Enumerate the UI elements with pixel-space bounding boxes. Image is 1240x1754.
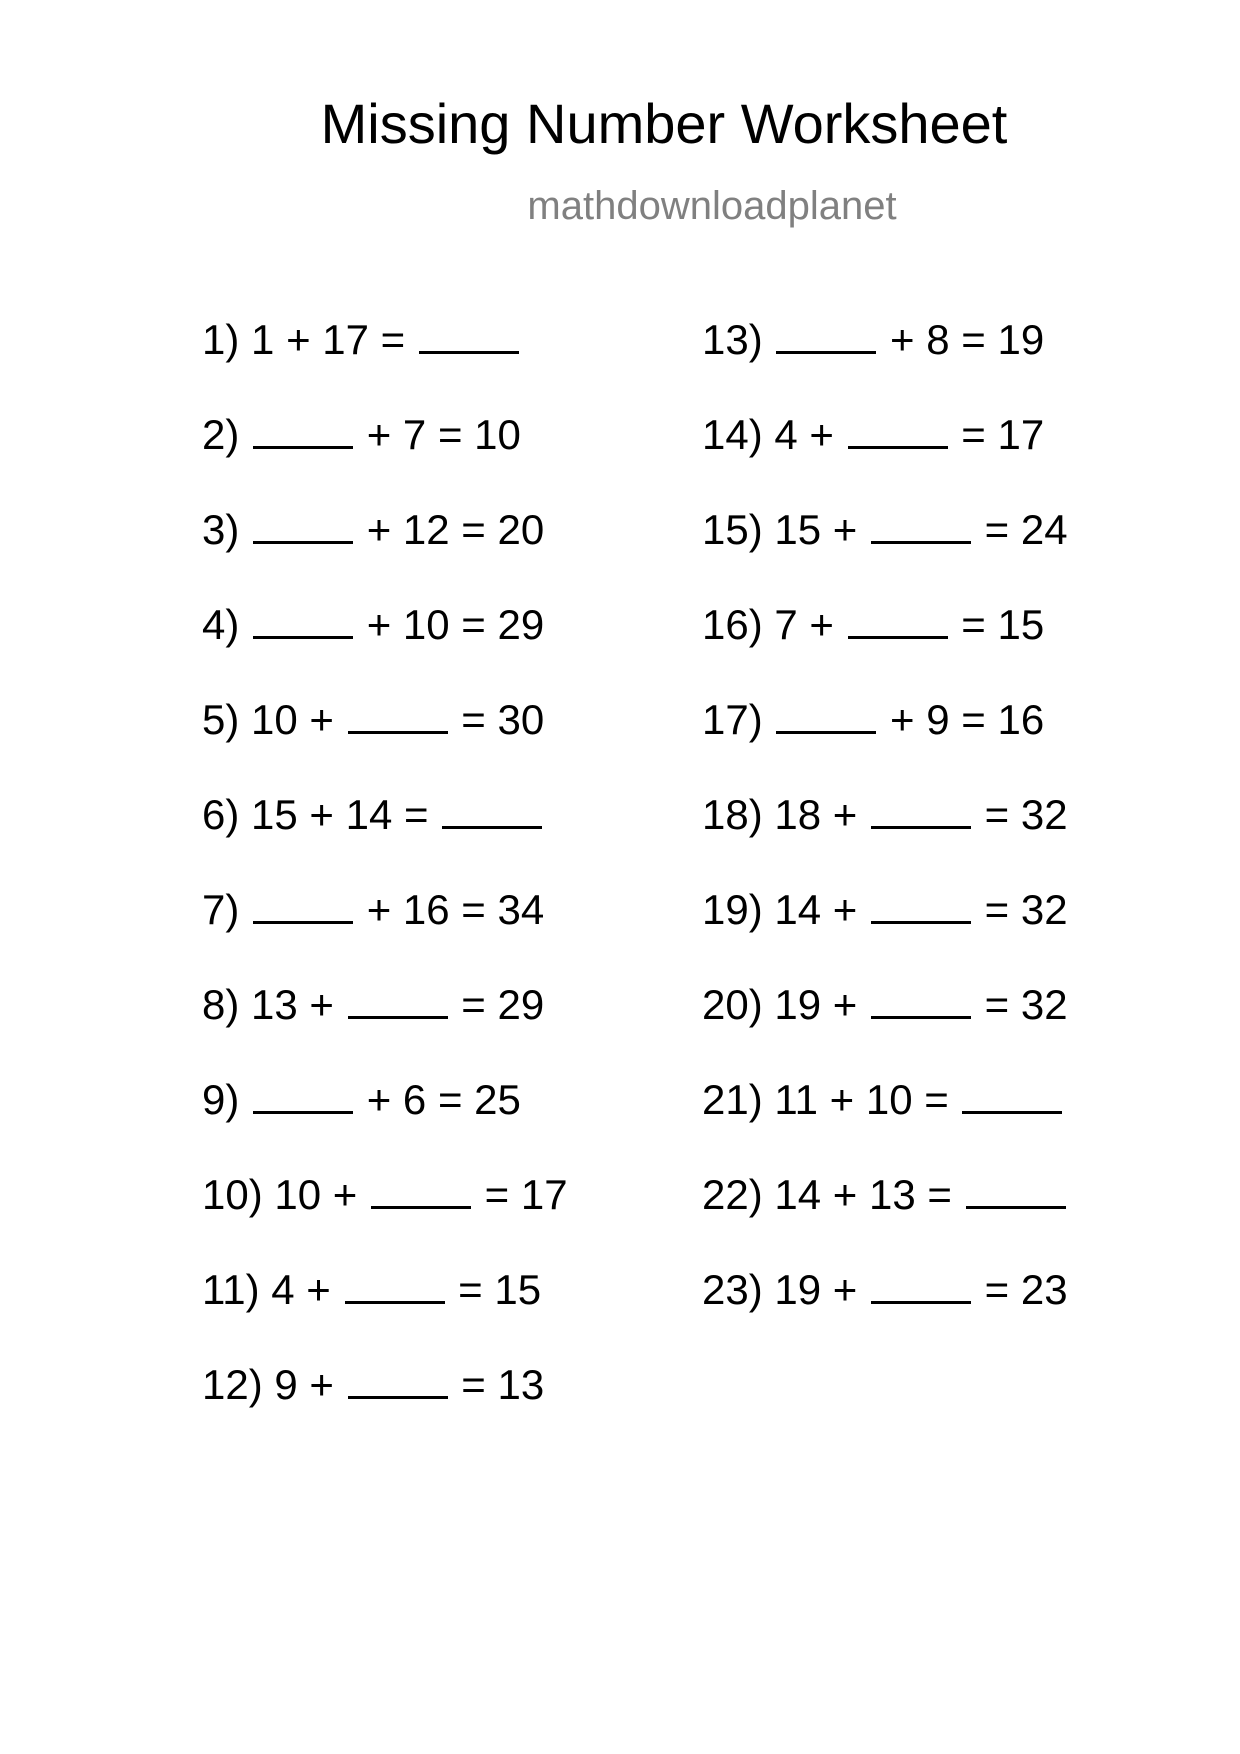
equals-operator: = xyxy=(404,791,429,838)
operand: 32 xyxy=(1020,886,1068,933)
equals-operator: = xyxy=(984,791,1010,838)
operand: 19 xyxy=(774,981,822,1028)
problem-row xyxy=(202,411,568,506)
problem-number: 13) xyxy=(702,316,763,363)
equals-operator: = xyxy=(461,506,486,553)
problem-row xyxy=(702,1076,1068,1171)
equals-operator: = xyxy=(458,1266,483,1313)
answer-blank[interactable] xyxy=(348,1366,448,1399)
plus-operator: + xyxy=(832,1171,858,1218)
plus-operator: + xyxy=(306,1266,331,1313)
plus-operator: + xyxy=(286,316,311,363)
answer-blank[interactable] xyxy=(966,1176,1066,1209)
problem-number: 9) xyxy=(202,1076,240,1123)
problem-row xyxy=(202,1266,568,1361)
answer-blank[interactable] xyxy=(871,511,971,544)
problem-row xyxy=(702,506,1068,601)
operand: 10 xyxy=(865,1076,913,1123)
answer-blank[interactable] xyxy=(371,1176,471,1209)
operand: 4 xyxy=(774,411,798,458)
answer-blank[interactable] xyxy=(253,416,353,449)
equals-operator: = xyxy=(984,1266,1010,1313)
answer-blank[interactable] xyxy=(253,511,353,544)
problem-row xyxy=(202,1361,568,1456)
operand: 16 xyxy=(997,696,1045,743)
problem-number: 19) xyxy=(702,886,763,933)
operand: 7 xyxy=(774,601,798,648)
plus-operator: + xyxy=(366,506,392,553)
equals-operator: = xyxy=(484,1171,510,1218)
plus-operator: + xyxy=(809,411,834,458)
plus-operator: + xyxy=(832,506,858,553)
equals-operator: = xyxy=(437,1076,463,1123)
answer-blank[interactable] xyxy=(776,321,876,354)
operand: 29 xyxy=(497,981,545,1028)
equals-operator: = xyxy=(924,1076,949,1123)
operand: 14 xyxy=(774,1171,822,1218)
problem-number: 16) xyxy=(702,601,763,648)
operand: 18 xyxy=(774,791,822,838)
plus-operator: + xyxy=(832,886,858,933)
operand: 10 xyxy=(402,601,450,648)
problem-row xyxy=(702,696,1068,791)
worksheet-title: Missing Number Worksheet xyxy=(320,92,1008,155)
operand: 6 xyxy=(402,1076,427,1123)
answer-blank[interactable] xyxy=(776,701,876,734)
equals-operator: = xyxy=(984,981,1010,1028)
equals-operator: = xyxy=(927,1171,952,1218)
problem-number: 22) xyxy=(702,1171,763,1218)
operand: 1 xyxy=(251,316,275,363)
operand: 7 xyxy=(402,411,427,458)
operand: 8 xyxy=(926,316,950,363)
problem-row xyxy=(202,601,568,696)
operand: 25 xyxy=(474,1076,521,1123)
equals-operator: = xyxy=(961,601,986,648)
problem-column-right xyxy=(702,316,1068,1361)
answer-blank[interactable] xyxy=(871,986,971,1019)
operand: 17 xyxy=(520,1171,568,1218)
answer-blank[interactable] xyxy=(253,1081,353,1114)
operand: 23 xyxy=(1020,1266,1068,1313)
operand: 17 xyxy=(322,316,369,363)
problem-number: 2) xyxy=(202,411,240,458)
answer-blank[interactable] xyxy=(345,1271,445,1304)
operand: 16 xyxy=(402,886,450,933)
equals-operator: = xyxy=(461,1361,486,1408)
operand: 15 xyxy=(494,1266,542,1313)
plus-operator: + xyxy=(366,411,392,458)
operand: 29 xyxy=(497,601,545,648)
answer-blank[interactable] xyxy=(348,701,448,734)
problem-number: 15) xyxy=(702,506,763,553)
operand: 14 xyxy=(774,886,822,933)
problem-number: 1) xyxy=(202,316,240,363)
plus-operator: + xyxy=(890,316,915,363)
answer-blank[interactable] xyxy=(348,986,448,1019)
plus-operator: + xyxy=(366,1076,392,1123)
operand: 32 xyxy=(1020,791,1068,838)
plus-operator: + xyxy=(366,601,392,648)
operand: 17 xyxy=(997,411,1045,458)
equals-operator: = xyxy=(437,411,463,458)
problem-row xyxy=(202,1076,568,1171)
operand: 15 xyxy=(251,791,298,838)
equals-operator: = xyxy=(961,411,986,458)
equals-operator: = xyxy=(461,696,486,743)
problem-number: 8) xyxy=(202,981,240,1028)
operand: 19 xyxy=(997,316,1045,363)
operand: 30 xyxy=(497,696,545,743)
operand: 10 xyxy=(251,696,298,743)
problem-number: 14) xyxy=(702,411,763,458)
operand: 15 xyxy=(774,506,822,553)
plus-operator: + xyxy=(309,696,334,743)
answer-blank[interactable] xyxy=(871,891,971,924)
answer-blank[interactable] xyxy=(253,891,353,924)
problem-column-left xyxy=(202,316,568,1456)
answer-blank[interactable] xyxy=(962,1081,1062,1114)
problem-row xyxy=(702,316,1068,411)
operand: 11 xyxy=(774,1076,818,1123)
plus-operator: + xyxy=(829,1076,855,1123)
operand: 14 xyxy=(345,791,393,838)
operand: 34 xyxy=(497,886,545,933)
problem-number: 7) xyxy=(202,886,240,933)
operand: 20 xyxy=(497,506,545,553)
operand: 32 xyxy=(1020,981,1068,1028)
operand: 15 xyxy=(997,601,1045,648)
equals-operator: = xyxy=(461,981,486,1028)
problem-number: 18) xyxy=(702,791,763,838)
operand: 13 xyxy=(497,1361,545,1408)
operand: 19 xyxy=(774,1266,822,1313)
problem-number: 12) xyxy=(202,1361,263,1408)
plus-operator: + xyxy=(366,886,392,933)
plus-operator: + xyxy=(832,981,858,1028)
problem-row xyxy=(702,791,1068,886)
plus-operator: + xyxy=(809,601,834,648)
operand: 9 xyxy=(274,1361,298,1408)
equals-operator: = xyxy=(961,316,986,363)
problem-row xyxy=(702,1171,1068,1266)
operand: 4 xyxy=(271,1266,295,1313)
plus-operator: + xyxy=(309,981,334,1028)
problem-row xyxy=(202,791,568,886)
operand: 10 xyxy=(474,411,521,458)
plus-operator: + xyxy=(890,696,915,743)
problem-row xyxy=(702,601,1068,696)
problem-number: 4) xyxy=(202,601,240,648)
answer-blank[interactable] xyxy=(848,416,948,449)
problem-number: 3) xyxy=(202,506,240,553)
problem-number: 23) xyxy=(702,1266,763,1313)
operand: 24 xyxy=(1020,506,1068,553)
problem-row xyxy=(202,886,568,981)
problem-row xyxy=(202,981,568,1076)
plus-operator: + xyxy=(832,1266,858,1313)
operand: 12 xyxy=(402,506,450,553)
equals-operator: = xyxy=(461,601,486,648)
problem-number: 20) xyxy=(702,981,763,1028)
answer-blank[interactable] xyxy=(442,796,542,829)
answer-blank[interactable] xyxy=(419,321,519,354)
problem-number: 6) xyxy=(202,791,240,838)
problem-number: 11) xyxy=(202,1266,260,1313)
answer-blank[interactable] xyxy=(871,1271,971,1304)
operand: 9 xyxy=(926,696,950,743)
problem-row xyxy=(702,886,1068,981)
equals-operator: = xyxy=(984,506,1010,553)
problem-row xyxy=(702,981,1068,1076)
problem-number: 21) xyxy=(702,1076,763,1123)
answer-blank[interactable] xyxy=(253,606,353,639)
operand: 13 xyxy=(868,1171,916,1218)
operand: 10 xyxy=(274,1171,322,1218)
problem-row xyxy=(702,1266,1068,1361)
equals-operator: = xyxy=(984,886,1010,933)
problem-number: 10) xyxy=(202,1171,263,1218)
problem-row xyxy=(202,506,568,601)
equals-operator: = xyxy=(380,316,406,363)
operand: 13 xyxy=(251,981,298,1028)
answer-blank[interactable] xyxy=(871,796,971,829)
plus-operator: + xyxy=(832,791,858,838)
problem-row xyxy=(202,1171,568,1266)
worksheet-subtitle: mathdownloadplanet xyxy=(527,184,897,228)
problem-row xyxy=(202,316,568,411)
problem-row xyxy=(202,696,568,791)
plus-operator: + xyxy=(309,791,334,838)
plus-operator: + xyxy=(309,1361,334,1408)
problem-number: 5) xyxy=(202,696,240,743)
answer-blank[interactable] xyxy=(848,606,948,639)
problem-row xyxy=(702,411,1068,506)
plus-operator: + xyxy=(332,1171,358,1218)
equals-operator: = xyxy=(461,886,486,933)
equals-operator: = xyxy=(961,696,986,743)
problem-number: 17) xyxy=(702,696,763,743)
